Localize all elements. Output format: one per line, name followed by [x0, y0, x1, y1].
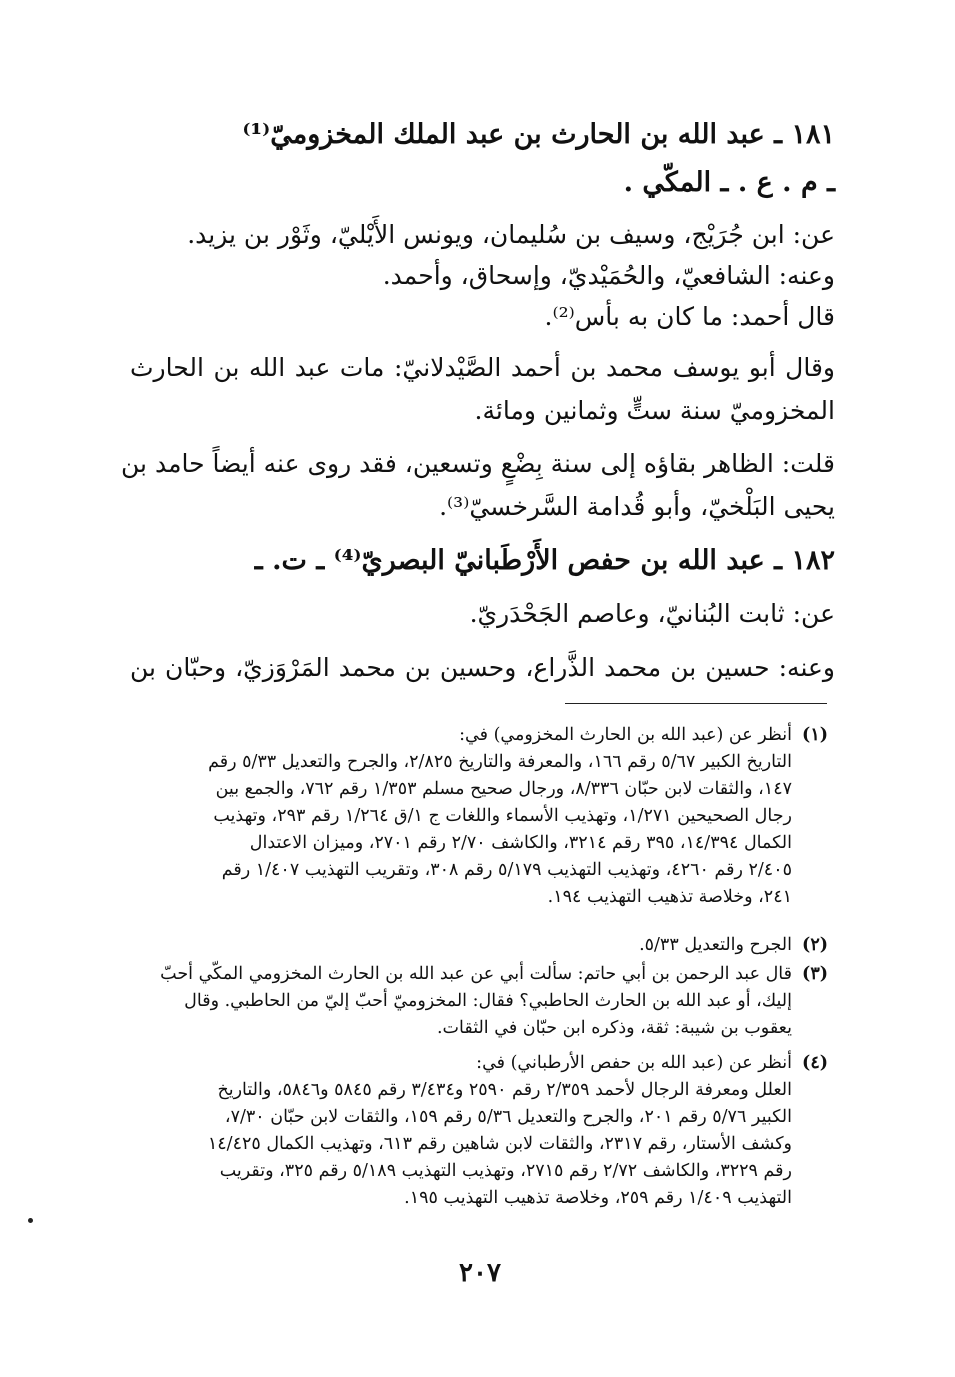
footnote-line: الجرح والتعديل ٥/٣٣. [639, 935, 792, 955]
footnote-1-text [132, 722, 792, 911]
entry-182-heading: ١٨٢ ـ عبد الله بن حفص الأَرْطَبانيّ البصريّ⁽⁴⁾ ـ ت. ـ [254, 545, 835, 576]
entry-181-abu-yusuf-line1: وقال أبو يوسف محمد بن أحمد الصَّيْدلانيّ: مات عبد الله بن الحارث [130, 353, 835, 382]
page-number: ٢٠٧ [459, 1258, 501, 1288]
footnote-3-number: (٣) [802, 964, 828, 984]
footnote-line: ١٤٧، والثقات لابن حبّان ٨/٣٣٦، ورجال صحيح مسلم ١/٣٥٣ رقم ٧٦٢، والجمع بين [215, 779, 792, 799]
footnote-line: رقم ٣٢٢٩، والكاشف ٢/٧٢ رقم ٢٧١٥، وتهذيب التهذيب ٥/١٨٩ رقم ٣٢٥، وتقريب [219, 1161, 792, 1181]
footnote-line: رجال الصحيحين ١/٢٧١، وتهذيب الأسماء واللغات ج ١/ق ١/٢٦٤ رقم ٢٩٣، وتهذيب [213, 806, 792, 826]
footnote-line: ٢٤١، وخلاصة تذهيب التهذيب ١٩٤. [547, 887, 792, 907]
entry-182-students: وعنه: حسين بن محمد الذَّراع، وحسين بن محمد المَرْوَزيّ، وحبّان بن [130, 653, 835, 682]
footnote-line: يعقوب بن شيبة: ثقة، وذكره ابن حبّان في الثقات. [436, 1018, 792, 1038]
footnote-4-number: (٤) [802, 1053, 828, 1073]
scan-speck [28, 1218, 33, 1223]
footnote-4-text [132, 1050, 792, 1212]
footnote-line: الكبير ٥/٧٦ رقم ٢٠١، والجرح والتعديل ٥/٣٦ رقم ١٥٩، والثقات لابن حبّان ٧/٣٠، [224, 1107, 792, 1127]
footnote-separator [565, 703, 827, 704]
footnote-line: أنظر عن (عبد الله بن حفص الأرطباني) في: [476, 1053, 792, 1073]
entry-181-heading: ١٨١ ـ عبد الله بن الحارث بن عبد الملك المخزوميّ⁽¹⁾ [242, 119, 835, 150]
footnote-line: إليك، أو عبد الله بن الحارث الحاطبي؟ فقال: المخزوميّ أحبّ إليّ من الحاطبي. وقال [184, 991, 792, 1011]
entry-181-qultu-line2: يحيى البَلْخيّ، وأبو قُدامة السَّرخسيّ⁽³⁾. [439, 492, 835, 521]
entry-181-qultu-line1: قلت: الظاهر بقاؤه إلى سنة بِضْعٍ وتسعين، فقد روى عنه أيضاً حامد بن [121, 449, 835, 478]
entry-181-students: وعنه: الشافعيّ، والحُمَيْديّ، وإسحاق، وأحمد. [382, 261, 835, 290]
footnote-line: الكمال ١٤/٣٩٤، ٣٩٥ رقم ٣٢١٤، والكاشف ٢/٧٠ رقم ٢٧٠١، وميزان الاعتدال [249, 833, 792, 853]
footnote-line: قال عبد الرحمن بن أبي حاتم: سألت أبي عن عبد الله بن الحارث المخزومي المكّي أحبّ [160, 964, 792, 984]
footnote-2-number: (٢) [802, 935, 828, 955]
footnote-line: وكشف الأستار، رقم ٢٣١٧، والثقات لابن شاهين رقم ٦١٣، وتهذيب الكمال ١٤/٤٢٥ [207, 1134, 792, 1154]
entry-181-ahmad-quote: قال أحمد: ما كان به بأس⁽²⁾. [544, 302, 835, 331]
footnote-3-text [132, 961, 792, 1042]
footnote-line: التهذيب ١/٤٠٩ رقم ٢٥٩، وخلاصة تذهيب التهذيب ١٩٥. [404, 1188, 792, 1208]
footnote-line: ٢/٤٠٥ رقم ٤٢٦٠، وتهذيب التهذيب ٥/١٧٩ رقم ٣٠٨، وتقريب التهذيب ١/٤٠٧ رقم [221, 860, 792, 880]
footnote-line: التاريخ الكبير ٥/٦٧ رقم ١٦٦، والمعرفة والتاريخ ٢/٨٢٥، والجرح والتعديل ٥/٣٣ رقم [208, 752, 792, 772]
footnote-1 [132, 722, 828, 922]
footnote-1-number: (١) [802, 725, 828, 745]
footnote-2-text [132, 932, 792, 959]
footnote-line: العلل ومعرفة الرجال لأحمد ٢/٣٥٩ رقم ٢٥٩٠ و٣/٤٣٤ رقم ٥٨٤٥ و٥٨٤٦، والتاريخ [217, 1080, 792, 1100]
footnote-line: أنظر عن (عبد الله بن الحارث المخزومي) في: [459, 725, 792, 745]
entry-181-abu-yusuf-line2: المخزوميّ سنة ستٍّ وثمانين ومائة. [474, 396, 835, 425]
entry-181-teachers: عن: ابن جُرَيْج، وسيف بن سُليمان، ويونس الأَيْليّ، وثَوْر بن يزيد. [187, 220, 835, 249]
entry-182-teachers: عن: ثابت البُنانيّ، وعاصم الجَحْدَريّ. [469, 599, 835, 628]
entry-181-codes: ـ م . ع . ـ المكّي . [623, 167, 835, 198]
